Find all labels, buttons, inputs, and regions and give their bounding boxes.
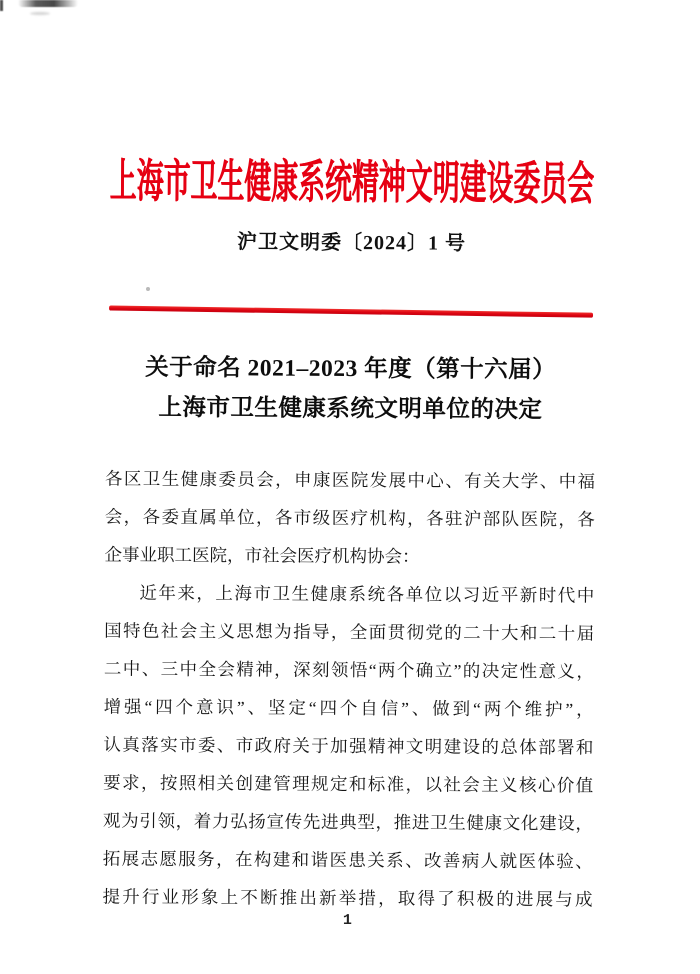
body-text-line: 近年来，上海市卫生健康系统各单位以习近平新时代中 [139,582,595,606]
document-title-line1: 关于命名 2021–2023 年度（第十六届） [145,354,557,384]
body-text-line: 国特色社会主义思想为指导，全面贯彻党的二十大和二十届 [104,620,595,644]
body-text-line: 提升行业形象上不断推出新举措，取得了积极的进展与成 [102,886,593,910]
document-title-line2: 上海市卫生健康系统文明单位的决定 [158,394,543,424]
body-text-line: 拓展志愿服务，在构建和谐医患关系、改善病人就医体验、 [102,848,593,872]
page-number: 1 [342,911,352,930]
body-text-line: 各区卫生健康委员会，申康医院发展中心、有关大学、中福 [104,468,596,492]
document-title [0,347,700,431]
body-text-line: 增强“四个意识”、坚定“四个自信”、做到“两个维护”， [103,696,594,720]
doc-number: 沪卫文明委〔2024〕1 号 [236,231,467,255]
body-text-line: 二中、三中全会精神，深刻领悟“两个确立”的决定性意义， [103,658,594,682]
document-body [102,460,595,919]
red-separator-line [109,306,593,318]
body-text-line: 观为引领，着力弘扬宣传先进典型，推进卫生健康文化建设， [102,810,594,834]
masthead [2,144,700,214]
issuer-title: 上海市卫生健康系统精神文明建设委员会 [109,155,595,210]
body-text-line: 认真落实市委、市政府关于加强精神文明建设的总体部署和 [103,734,594,758]
body-text-line: 要求，按照相关创建管理规定和标准，以社会主义核心价值 [103,772,594,796]
body-text-line: 企事业职工医院，市社会医疗机构协会： [104,544,420,567]
body-text-line: 会，各委直属单位，各市级医疗机构，各驻沪部队医院，各 [104,506,595,530]
